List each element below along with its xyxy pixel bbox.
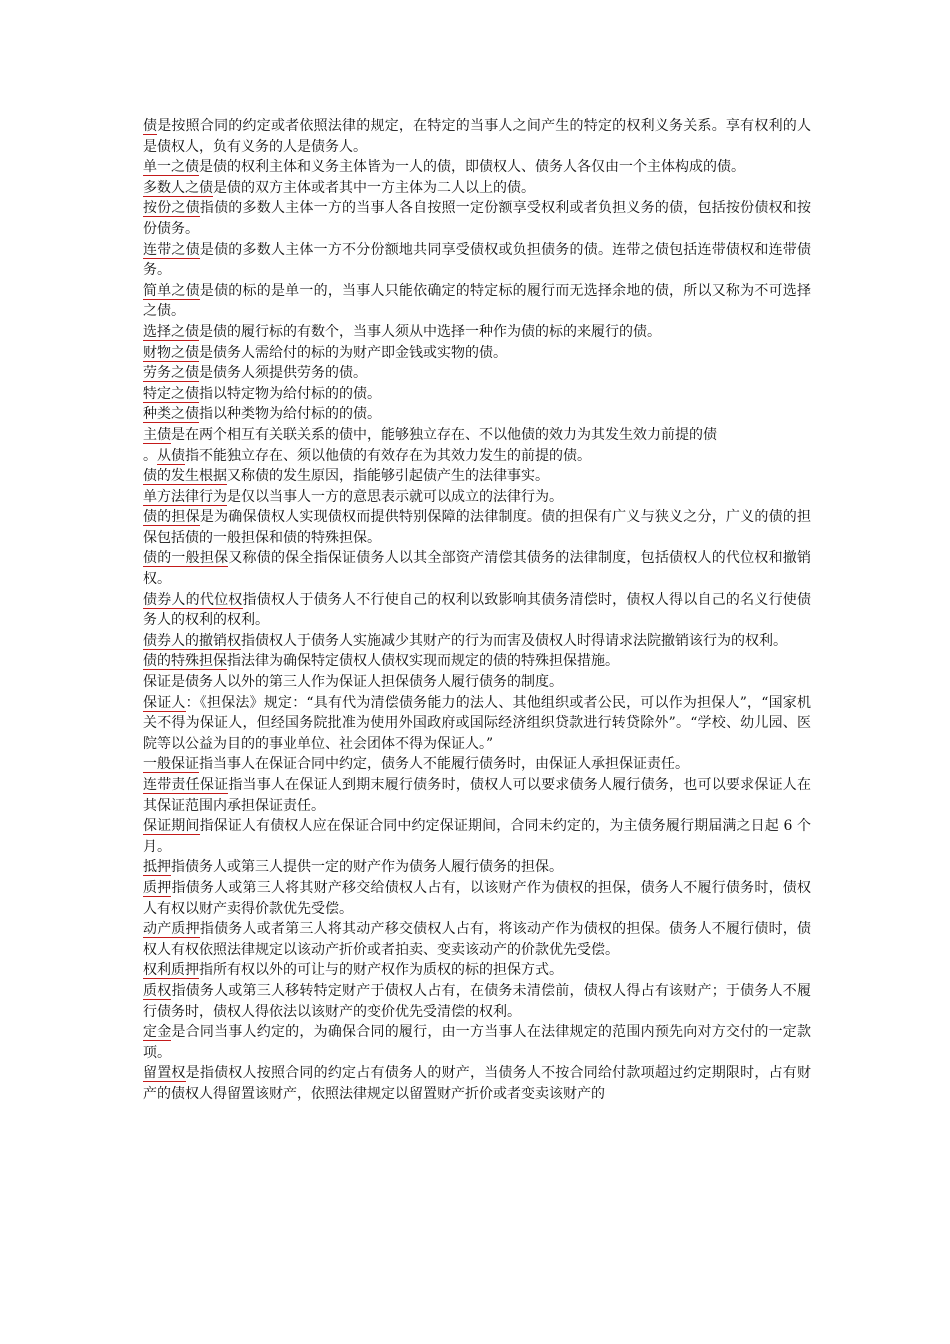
glossary-entry [143, 631, 811, 652]
entry-term: 债 [143, 118, 158, 134]
glossary-entry [143, 693, 811, 755]
glossary-entry [143, 919, 811, 960]
glossary-entry [143, 651, 811, 672]
entry-definition: 指债务人或者第三人将其动产移交债权人占有，将该动产作为债权的担保。债务人不履行债时，债权人有权依照法律规定以该动产折价或者拍卖、变卖该动产的价款优先受偿。 [143, 921, 812, 958]
glossary-entry [143, 384, 811, 405]
entry-definition: 是债务人需给付的标的为财产即金钱或实物的债。 [199, 344, 507, 361]
entry-term: 债券人的撤销权 [143, 632, 241, 649]
entry-definition: 指所有权以外的可让与的财产权作为质权的标的担保方式。 [199, 962, 563, 979]
glossary-entry [143, 157, 811, 178]
entry-definition: 是合同当事人约定的，为确保合同的履行，由一方当事人在法律规定的范围内预先向对方交付的一定款项。 [143, 1024, 811, 1061]
entry-definition: 指债务人或第三人将其财产移交给债权人占有，以该财产作为债权的担保，债务人不履行债务时，债权人有权以财产卖得价款优先受偿。 [143, 879, 811, 917]
entry-term: 保证人 [143, 694, 186, 711]
entry-definition: 指以特定物为给付标的的债。 [199, 385, 381, 402]
entry-definition: ：《担保法》规定：“具有代为清偿债务能力的法人、其他组织或者公民，可以作为担保人”，“国家机关不得为保证人，但经国务院批准为使用外国政府或国际经济组织贷款进行转贷除外”。“学校、幼儿园、医院等以公益为目的的事业单位、社会团体不得为保证人。” [143, 694, 811, 752]
entry-definition: 又称债的保全指保证债务人以其全部资产清偿其债务的法律制度，包括债权人的代位权和撤销权。 [143, 550, 812, 588]
glossary-entry [143, 857, 811, 878]
glossary-entry [143, 404, 811, 425]
entry-definition: 指以种类物为给付标的的债。 [199, 406, 381, 423]
entry-term: 连带之债 [143, 241, 200, 258]
glossary-entry [143, 981, 811, 1022]
entry-definition: 是在两个相互有关联关系的债中，能够独立存在、不以他债的效力为其发生效力前提的债 [171, 426, 717, 443]
glossary-entry [143, 775, 811, 816]
entry-definition: 指债权人于债务人不行使自己的权利以致影响其债务清偿时，债权人得以自己的名义行使债务人的权利的权利。 [143, 591, 812, 629]
glossary-entry [143, 178, 811, 199]
entry-term: 债券人的代位权 [143, 591, 243, 608]
entry-definition: 指当事人在保证人到期末履行债务时，债权人可以要求债务人履行债务，也可以要求保证人在其保证范围内承担保证责任。 [143, 777, 812, 814]
glossary-entry [143, 240, 811, 281]
entry-term: 简单之债 [143, 282, 200, 299]
entry-term: 债的一般担保 [143, 550, 229, 567]
entry-definition: 是债的多数人主体一方不分份额地共同享受债权或负担债务的债。连带之债包括连带债权和连带债务。 [143, 241, 812, 279]
entry-definition: 指债权人于债务人实施减少其财产的行为而害及债权人时得请求法院撤销该行为的权利。 [241, 632, 787, 649]
glossary-entry [143, 198, 811, 239]
entry-term: 种类之债 [143, 406, 199, 423]
entry-definition: 是债务人须提供劳务的债。 [199, 365, 367, 382]
glossary-entry [143, 548, 811, 589]
entry-definition: 是债的双方主体或者其中一方主体为二人以上的债。 [213, 179, 535, 196]
glossary-entry [143, 672, 811, 693]
document-body [143, 116, 811, 1105]
glossary-entry [143, 487, 811, 508]
entry-term: 一般保证 [143, 756, 199, 773]
entry-term: 从债 [157, 447, 185, 464]
glossary-entry [143, 116, 811, 157]
glossary-entry [143, 816, 811, 857]
entry-definition: 指当事人在保证合同中约定，债务人不能履行债务时，由保证人承担保证责任。 [199, 756, 689, 773]
entry-term: 留置权 [143, 1065, 186, 1082]
entry-term: 质押 [143, 879, 172, 896]
entry-term: 债的特殊担保 [143, 653, 227, 670]
entry-definition: 是债的履行标的有数个，当事人须从中选择一种作为债的标的来履行的债。 [199, 323, 661, 340]
glossary-entry [143, 322, 811, 343]
entry-term: 定金 [143, 1024, 172, 1041]
entry-term: 质权 [143, 982, 172, 999]
entry-definition: 保证是债务人以外的第三人作为保证人担保债务人履行债务的制度。 [143, 674, 563, 691]
entry-definition: 指债务人或第三人提供一定的财产作为债务人履行债务的担保。 [171, 859, 563, 876]
entry-definition: 是债的标的是单一的，当事人只能依确定的特定标的履行而无选择余地的债，所以又称为不可选择之债。 [143, 282, 812, 320]
glossary-entry [143, 466, 811, 487]
glossary-entry [143, 363, 811, 384]
entry-definition: 指保证人有债权人应在保证合同中约定保证期间，合同未约定的，为主债务履行期届满之日起 6 个月。 [143, 818, 811, 855]
entry-term: 按份之债 [143, 200, 200, 217]
glossary-entry [143, 1063, 811, 1104]
entry-lead: 。 [143, 447, 157, 464]
entry-term: 债的发生根据 [143, 468, 227, 485]
entry-definition: 指债务人或第三人移转特定财产于债权人占有，在债务未清偿前，债权人得占有该财产；于债务人不履行债务时，债权人得依法以该财产的变价优先受清偿的权利。 [143, 982, 811, 1020]
glossary-entry [143, 754, 811, 775]
glossary-entry [143, 590, 811, 631]
entry-term: 选择之债 [143, 323, 199, 340]
entry-definition: 又称债的发生原因，指能够引起债产生的法律事实。 [227, 468, 549, 485]
glossary-entry [143, 281, 811, 322]
entry-term: 保证期间 [143, 818, 200, 835]
entry-term: 债的担保 [143, 509, 200, 526]
entry-term: 连带责任保证 [143, 777, 229, 793]
entry-definition: 是债的权利主体和义务主体皆为一人的债，即债权人、债务人各仅由一个主体构成的债。 [199, 159, 745, 176]
entry-definition: 是指债权人按照合同的约定占有债务人的财产，当债务人不按合同给付款项超过约定期限时，占有财产的债权人得留置该财产，依照法律规定以留置财产折价或者变卖该财产的 [143, 1065, 812, 1102]
entry-definition: 是仅以当事人一方的意思表示就可以成立的法律行为。 [227, 488, 563, 505]
glossary-entry [143, 425, 811, 446]
entry-term: 主债 [143, 426, 171, 443]
glossary-entry [143, 507, 811, 548]
entry-term: 特定之债 [143, 385, 199, 402]
entry-definition: 指不能独立存在、须以他债的有效存在为其效力发生的前提的债。 [185, 447, 591, 464]
glossary-entry [143, 960, 811, 981]
entry-term: 权利质押 [143, 962, 199, 979]
entry-term: 劳务之债 [143, 365, 199, 382]
glossary-entry [143, 446, 811, 467]
entry-term: 财物之债 [143, 344, 199, 361]
entry-definition: 是为确保债权人实现债权而提供特别保障的法律制度。债的担保有广义与狭义之分，广义的债的担保包括债的一般担保和债的特殊担保。 [143, 509, 812, 546]
glossary-entry [143, 1022, 811, 1063]
entry-definition: 指法律为确保特定债权人债权实现而规定的债的特殊担保措施。 [227, 653, 619, 670]
glossary-entry [143, 878, 811, 919]
entry-term: 单一之债 [143, 159, 199, 176]
entry-term: 多数人之债 [143, 179, 213, 196]
entry-definition: 指债的多数人主体一方的当事人各自按照一定份额享受权利或者负担义务的债，包括按份债权和按份债务。 [143, 200, 812, 237]
entry-definition: 是按照合同的约定或者依照法律的规定，在特定的当事人之间产生的特定的权利义务关系。享有权利的人是债权人，负有义务的人是债务人。 [143, 118, 811, 155]
entry-term: 抵押 [143, 859, 171, 876]
glossary-entry [143, 343, 811, 364]
entry-term: 单方法律行为 [143, 488, 227, 505]
entry-term: 动产质押 [143, 921, 200, 938]
